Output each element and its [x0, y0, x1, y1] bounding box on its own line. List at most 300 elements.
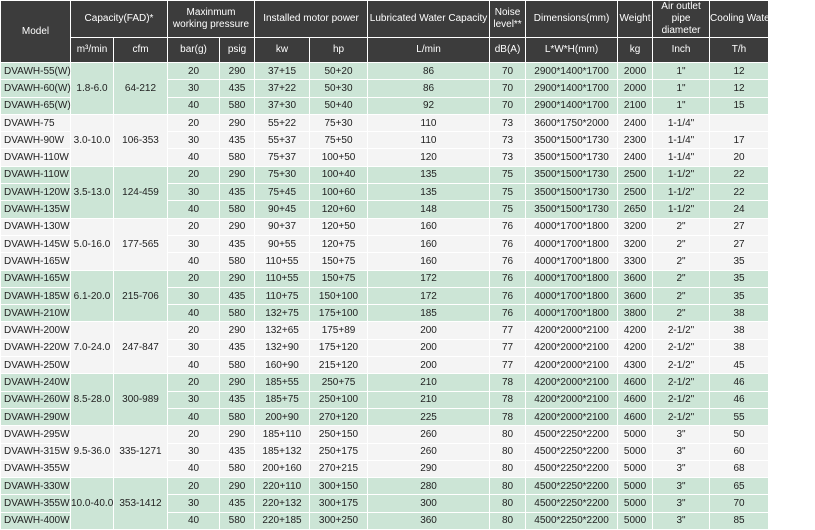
header-pressure: Maxinmum working pressure [168, 1, 255, 38]
air-outlet-cell: 2-1/2" [653, 374, 710, 391]
bar-cell: 30 [168, 495, 220, 512]
water-cell: 160 [368, 235, 490, 252]
weight-cell: 3200 [618, 218, 653, 235]
air-outlet-cell: 2-1/2" [653, 408, 710, 425]
model-cell: DVAWH-65(W) [1, 97, 71, 114]
air-outlet-cell: 2-1/2" [653, 322, 710, 339]
air-outlet-cell: 2" [653, 270, 710, 287]
noise-cell: 78 [490, 374, 526, 391]
hp-cell: 300+250 [310, 512, 368, 529]
model-cell: DVAWH-240W [1, 374, 71, 391]
weight-cell: 4600 [618, 391, 653, 408]
cooling-cell: 22 [710, 166, 769, 183]
air-outlet-cell: 3" [653, 460, 710, 477]
dimensions-cell: 4200*2000*2100 [526, 374, 618, 391]
unit-m3: m³/min [71, 38, 114, 63]
model-cell: DVAWH-60(W) [1, 80, 71, 97]
table-row [1, 218, 769, 235]
cooling-cell: 68 [710, 460, 769, 477]
psig-cell: 435 [220, 184, 255, 201]
psig-cell: 435 [220, 443, 255, 460]
dimensions-cell: 4200*2000*2100 [526, 339, 618, 356]
hp-cell: 250+100 [310, 391, 368, 408]
hp-cell: 50+40 [310, 97, 368, 114]
noise-cell: 70 [490, 97, 526, 114]
table-body [1, 63, 769, 530]
cooling-cell: 60 [710, 443, 769, 460]
psig-cell: 290 [220, 270, 255, 287]
air-outlet-cell: 2" [653, 235, 710, 252]
table-row [1, 166, 769, 183]
psig-cell: 435 [220, 132, 255, 149]
water-cell: 135 [368, 166, 490, 183]
noise-cell: 77 [490, 322, 526, 339]
hp-cell: 250+150 [310, 426, 368, 443]
bar-cell: 40 [168, 305, 220, 322]
header-motor: Installed motor power [255, 1, 368, 38]
water-cell: 148 [368, 201, 490, 218]
air-outlet-cell: 2" [653, 253, 710, 270]
noise-cell: 70 [490, 63, 526, 80]
air-outlet-cell: 2-1/2" [653, 339, 710, 356]
noise-cell: 73 [490, 132, 526, 149]
dimensions-cell: 4000*1700*1800 [526, 305, 618, 322]
psig-cell: 580 [220, 201, 255, 218]
cooling-cell: 27 [710, 235, 769, 252]
kw-cell: 160+90 [255, 357, 310, 374]
psig-cell: 580 [220, 149, 255, 166]
hp-cell: 215+120 [310, 357, 368, 374]
capacity-cfm-cell: 353-1412 [114, 478, 168, 530]
weight-cell: 5000 [618, 443, 653, 460]
model-cell: DVAWH-250W [1, 357, 71, 374]
cooling-cell: 20 [710, 149, 769, 166]
weight-cell: 2500 [618, 184, 653, 201]
water-cell: 200 [368, 322, 490, 339]
bar-cell: 20 [168, 426, 220, 443]
header-cooling: Cooling Water Capacity [710, 1, 769, 38]
weight-cell: 2000 [618, 63, 653, 80]
model-cell: DVAWH-145W [1, 235, 71, 252]
cooling-cell: 65 [710, 478, 769, 495]
capacity-m3-cell: 6.1-20.0 [71, 270, 114, 322]
model-cell: DVAWH-110W [1, 149, 71, 166]
bar-cell: 20 [168, 166, 220, 183]
noise-cell: 80 [490, 512, 526, 529]
psig-cell: 580 [220, 460, 255, 477]
kw-cell: 90+55 [255, 235, 310, 252]
kw-cell: 55+37 [255, 132, 310, 149]
psig-cell: 580 [220, 97, 255, 114]
cooling-cell: 85 [710, 512, 769, 529]
weight-cell: 4300 [618, 357, 653, 374]
unit-kg: kg [618, 38, 653, 63]
hp-cell: 75+30 [310, 114, 368, 131]
psig-cell: 435 [220, 80, 255, 97]
bar-cell: 20 [168, 374, 220, 391]
dimensions-cell: 4200*2000*2100 [526, 391, 618, 408]
cooling-cell: 70 [710, 495, 769, 512]
psig-cell: 435 [220, 287, 255, 304]
cooling-cell: 27 [710, 218, 769, 235]
air-outlet-cell: 2" [653, 218, 710, 235]
kw-cell: 220+132 [255, 495, 310, 512]
cooling-cell: 35 [710, 253, 769, 270]
hp-cell: 250+175 [310, 443, 368, 460]
air-outlet-cell: 1-1/4" [653, 132, 710, 149]
cooling-cell: 35 [710, 270, 769, 287]
air-outlet-cell: 3" [653, 495, 710, 512]
model-cell: DVAWH-260W [1, 391, 71, 408]
weight-cell: 2400 [618, 114, 653, 131]
header-water: Lubricated Water Capacity [368, 1, 490, 38]
hp-cell: 175+120 [310, 339, 368, 356]
water-cell: 172 [368, 287, 490, 304]
cooling-cell: 22 [710, 184, 769, 201]
header-dimensions: Dimensions(mm) [526, 1, 618, 38]
dimensions-cell: 2900*1400*1700 [526, 97, 618, 114]
noise-cell: 76 [490, 270, 526, 287]
weight-cell: 4600 [618, 408, 653, 425]
unit-lwh: L*W*H(mm) [526, 38, 618, 63]
hp-cell: 150+100 [310, 287, 368, 304]
noise-cell: 76 [490, 287, 526, 304]
bar-cell: 20 [168, 322, 220, 339]
unit-psig: psig [220, 38, 255, 63]
dimensions-cell: 4500*2250*2200 [526, 443, 618, 460]
capacity-m3-cell: 10.0-40.0 [71, 478, 114, 530]
weight-cell: 3600 [618, 270, 653, 287]
dimensions-cell: 4000*1700*1800 [526, 287, 618, 304]
weight-cell: 3300 [618, 253, 653, 270]
air-outlet-cell: 3" [653, 443, 710, 460]
weight-cell: 3600 [618, 287, 653, 304]
noise-cell: 76 [490, 305, 526, 322]
model-cell: DVAWH-135W [1, 201, 71, 218]
model-cell: DVAWH-355W [1, 460, 71, 477]
dimensions-cell: 2900*1400*1700 [526, 80, 618, 97]
model-cell: DVAWH-200W [1, 322, 71, 339]
noise-cell: 73 [490, 149, 526, 166]
water-cell: 120 [368, 149, 490, 166]
psig-cell: 435 [220, 339, 255, 356]
model-cell: DVAWH-130W [1, 218, 71, 235]
noise-cell: 80 [490, 460, 526, 477]
table-row [1, 270, 769, 287]
dimensions-cell: 3500*1500*1730 [526, 201, 618, 218]
table-row [1, 426, 769, 443]
cooling-cell: 46 [710, 374, 769, 391]
dimensions-cell: 4000*1700*1800 [526, 235, 618, 252]
hp-cell: 50+20 [310, 63, 368, 80]
model-cell: DVAWH-315W [1, 443, 71, 460]
kw-cell: 200+90 [255, 408, 310, 425]
noise-cell: 76 [490, 218, 526, 235]
noise-cell: 77 [490, 339, 526, 356]
table-row [1, 374, 769, 391]
noise-cell: 77 [490, 357, 526, 374]
dimensions-cell: 4000*1700*1800 [526, 253, 618, 270]
dimensions-cell: 4500*2250*2200 [526, 512, 618, 529]
dimensions-cell: 4500*2250*2200 [526, 478, 618, 495]
dimensions-cell: 4000*1700*1800 [526, 270, 618, 287]
dimensions-cell: 3500*1500*1730 [526, 149, 618, 166]
psig-cell: 290 [220, 426, 255, 443]
capacity-m3-cell: 3.0-10.0 [71, 114, 114, 166]
capacity-cfm-cell: 247-847 [114, 322, 168, 374]
kw-cell: 200+160 [255, 460, 310, 477]
dimensions-cell: 4500*2250*2200 [526, 460, 618, 477]
noise-cell: 80 [490, 478, 526, 495]
psig-cell: 435 [220, 235, 255, 252]
air-outlet-cell: 1-1/2" [653, 166, 710, 183]
water-cell: 200 [368, 339, 490, 356]
hp-cell: 150+75 [310, 253, 368, 270]
model-cell: DVAWH-290W [1, 408, 71, 425]
bar-cell: 40 [168, 253, 220, 270]
bar-cell: 20 [168, 63, 220, 80]
hp-cell: 120+60 [310, 201, 368, 218]
noise-cell: 75 [490, 166, 526, 183]
psig-cell: 580 [220, 408, 255, 425]
unit-th: T/h [710, 38, 769, 63]
capacity-m3-cell: 9.5-36.0 [71, 426, 114, 478]
hp-cell: 75+50 [310, 132, 368, 149]
dimensions-cell: 4200*2000*2100 [526, 408, 618, 425]
water-cell: 210 [368, 374, 490, 391]
psig-cell: 290 [220, 322, 255, 339]
kw-cell: 220+110 [255, 478, 310, 495]
bar-cell: 40 [168, 512, 220, 529]
dimensions-cell: 4500*2250*2200 [526, 426, 618, 443]
weight-cell: 2650 [618, 201, 653, 218]
cooling-cell: 38 [710, 305, 769, 322]
hp-cell: 120+75 [310, 235, 368, 252]
header-air-outlet: Air outlet pipe diameter [653, 1, 710, 38]
water-cell: 160 [368, 253, 490, 270]
kw-cell: 37+15 [255, 63, 310, 80]
cooling-cell: 45 [710, 357, 769, 374]
psig-cell: 580 [220, 305, 255, 322]
cooling-cell: 17 [710, 132, 769, 149]
psig-cell: 290 [220, 166, 255, 183]
water-cell: 225 [368, 408, 490, 425]
noise-cell: 73 [490, 114, 526, 131]
unit-kw: kw [255, 38, 310, 63]
cooling-cell [710, 114, 769, 131]
hp-cell: 300+150 [310, 478, 368, 495]
hp-cell: 120+50 [310, 218, 368, 235]
water-cell: 86 [368, 63, 490, 80]
hp-cell: 270+120 [310, 408, 368, 425]
water-cell: 172 [368, 270, 490, 287]
kw-cell: 37+30 [255, 97, 310, 114]
capacity-cfm-cell: 177-565 [114, 218, 168, 270]
psig-cell: 290 [220, 374, 255, 391]
bar-cell: 40 [168, 201, 220, 218]
air-outlet-cell: 3" [653, 426, 710, 443]
weight-cell: 2500 [618, 166, 653, 183]
kw-cell: 75+30 [255, 166, 310, 183]
cooling-cell: 38 [710, 322, 769, 339]
kw-cell: 90+37 [255, 218, 310, 235]
cooling-cell: 50 [710, 426, 769, 443]
model-cell: DVAWH-165W [1, 253, 71, 270]
kw-cell: 185+132 [255, 443, 310, 460]
cooling-cell: 15 [710, 97, 769, 114]
capacity-m3-cell: 1.8-6.0 [71, 63, 114, 115]
psig-cell: 435 [220, 495, 255, 512]
model-cell: DVAWH-75 [1, 114, 71, 131]
water-cell: 260 [368, 426, 490, 443]
kw-cell: 110+75 [255, 287, 310, 304]
hp-cell: 100+50 [310, 149, 368, 166]
model-cell: DVAWH-185W [1, 287, 71, 304]
bar-cell: 40 [168, 408, 220, 425]
psig-cell: 290 [220, 478, 255, 495]
capacity-m3-cell: 3.5-13.0 [71, 166, 114, 218]
hp-cell: 175+100 [310, 305, 368, 322]
kw-cell: 185+75 [255, 391, 310, 408]
noise-cell: 78 [490, 408, 526, 425]
noise-cell: 75 [490, 201, 526, 218]
air-outlet-cell: 1" [653, 80, 710, 97]
bar-cell: 30 [168, 184, 220, 201]
psig-cell: 580 [220, 512, 255, 529]
dimensions-cell: 3500*1500*1730 [526, 184, 618, 201]
air-outlet-cell: 2" [653, 305, 710, 322]
bar-cell: 20 [168, 478, 220, 495]
unit-dba: dB(A) [490, 38, 526, 63]
kw-cell: 37+22 [255, 80, 310, 97]
model-cell: DVAWH-330W [1, 478, 71, 495]
cooling-cell: 38 [710, 339, 769, 356]
psig-cell: 290 [220, 114, 255, 131]
bar-cell: 20 [168, 114, 220, 131]
dimensions-cell: 4200*2000*2100 [526, 357, 618, 374]
header-weight: Weight [618, 1, 653, 38]
noise-cell: 76 [490, 253, 526, 270]
bar-cell: 40 [168, 460, 220, 477]
air-outlet-cell: 1-1/2" [653, 201, 710, 218]
hp-cell: 250+75 [310, 374, 368, 391]
kw-cell: 75+45 [255, 184, 310, 201]
capacity-cfm-cell: 300-989 [114, 374, 168, 426]
bar-cell: 40 [168, 357, 220, 374]
table-row [1, 63, 769, 80]
water-cell: 290 [368, 460, 490, 477]
air-outlet-cell: 1" [653, 63, 710, 80]
table-row [1, 114, 769, 131]
model-cell: DVAWH-110W [1, 166, 71, 183]
psig-cell: 580 [220, 253, 255, 270]
weight-cell: 2000 [618, 80, 653, 97]
kw-cell: 185+55 [255, 374, 310, 391]
noise-cell: 80 [490, 426, 526, 443]
water-cell: 280 [368, 478, 490, 495]
water-cell: 86 [368, 80, 490, 97]
capacity-cfm-cell: 335-1271 [114, 426, 168, 478]
model-cell: DVAWH-120W [1, 184, 71, 201]
weight-cell: 3800 [618, 305, 653, 322]
weight-cell: 5000 [618, 495, 653, 512]
water-cell: 360 [368, 512, 490, 529]
bar-cell: 30 [168, 391, 220, 408]
kw-cell: 132+90 [255, 339, 310, 356]
noise-cell: 70 [490, 80, 526, 97]
hp-cell: 50+30 [310, 80, 368, 97]
cooling-cell: 55 [710, 408, 769, 425]
cooling-cell: 35 [710, 287, 769, 304]
air-outlet-cell: 1-1/4" [653, 149, 710, 166]
dimensions-cell: 3500*1500*1730 [526, 166, 618, 183]
weight-cell: 5000 [618, 426, 653, 443]
water-cell: 92 [368, 97, 490, 114]
air-outlet-cell: 1-1/2" [653, 184, 710, 201]
model-cell: DVAWH-210W [1, 305, 71, 322]
weight-cell: 5000 [618, 512, 653, 529]
psig-cell: 290 [220, 218, 255, 235]
weight-cell: 4600 [618, 374, 653, 391]
kw-cell: 75+37 [255, 149, 310, 166]
bar-cell: 20 [168, 270, 220, 287]
bar-cell: 30 [168, 339, 220, 356]
noise-cell: 75 [490, 184, 526, 201]
unit-bar: bar(g) [168, 38, 220, 63]
air-outlet-cell: 2" [653, 287, 710, 304]
psig-cell: 435 [220, 391, 255, 408]
model-cell: DVAWH-220W [1, 339, 71, 356]
dimensions-cell: 4000*1700*1800 [526, 218, 618, 235]
noise-cell: 76 [490, 235, 526, 252]
header-noise: Noise level** [490, 1, 526, 38]
model-cell: DVAWH-90W [1, 132, 71, 149]
kw-cell: 220+185 [255, 512, 310, 529]
water-cell: 110 [368, 132, 490, 149]
capacity-cfm-cell: 124-459 [114, 166, 168, 218]
bar-cell: 30 [168, 132, 220, 149]
water-cell: 110 [368, 114, 490, 131]
kw-cell: 55+22 [255, 114, 310, 131]
weight-cell: 2400 [618, 149, 653, 166]
water-cell: 185 [368, 305, 490, 322]
water-cell: 200 [368, 357, 490, 374]
weight-cell: 2100 [618, 97, 653, 114]
cooling-cell: 12 [710, 63, 769, 80]
hp-cell: 300+175 [310, 495, 368, 512]
kw-cell: 185+110 [255, 426, 310, 443]
model-cell: DVAWH-295W [1, 426, 71, 443]
cooling-cell: 12 [710, 80, 769, 97]
water-cell: 300 [368, 495, 490, 512]
weight-cell: 2300 [618, 132, 653, 149]
water-cell: 135 [368, 184, 490, 201]
hp-cell: 150+75 [310, 270, 368, 287]
header-model: Model [1, 1, 71, 63]
weight-cell: 5000 [618, 460, 653, 477]
capacity-m3-cell: 8.5-28.0 [71, 374, 114, 426]
cooling-cell: 46 [710, 391, 769, 408]
air-outlet-cell: 3" [653, 512, 710, 529]
model-cell: DVAWH-55(W) [1, 63, 71, 80]
hp-cell: 175+89 [310, 322, 368, 339]
bar-cell: 30 [168, 80, 220, 97]
dimensions-cell: 4200*2000*2100 [526, 322, 618, 339]
bar-cell: 40 [168, 97, 220, 114]
noise-cell: 78 [490, 391, 526, 408]
air-outlet-cell: 1" [653, 97, 710, 114]
unit-lmin: L/min [368, 38, 490, 63]
